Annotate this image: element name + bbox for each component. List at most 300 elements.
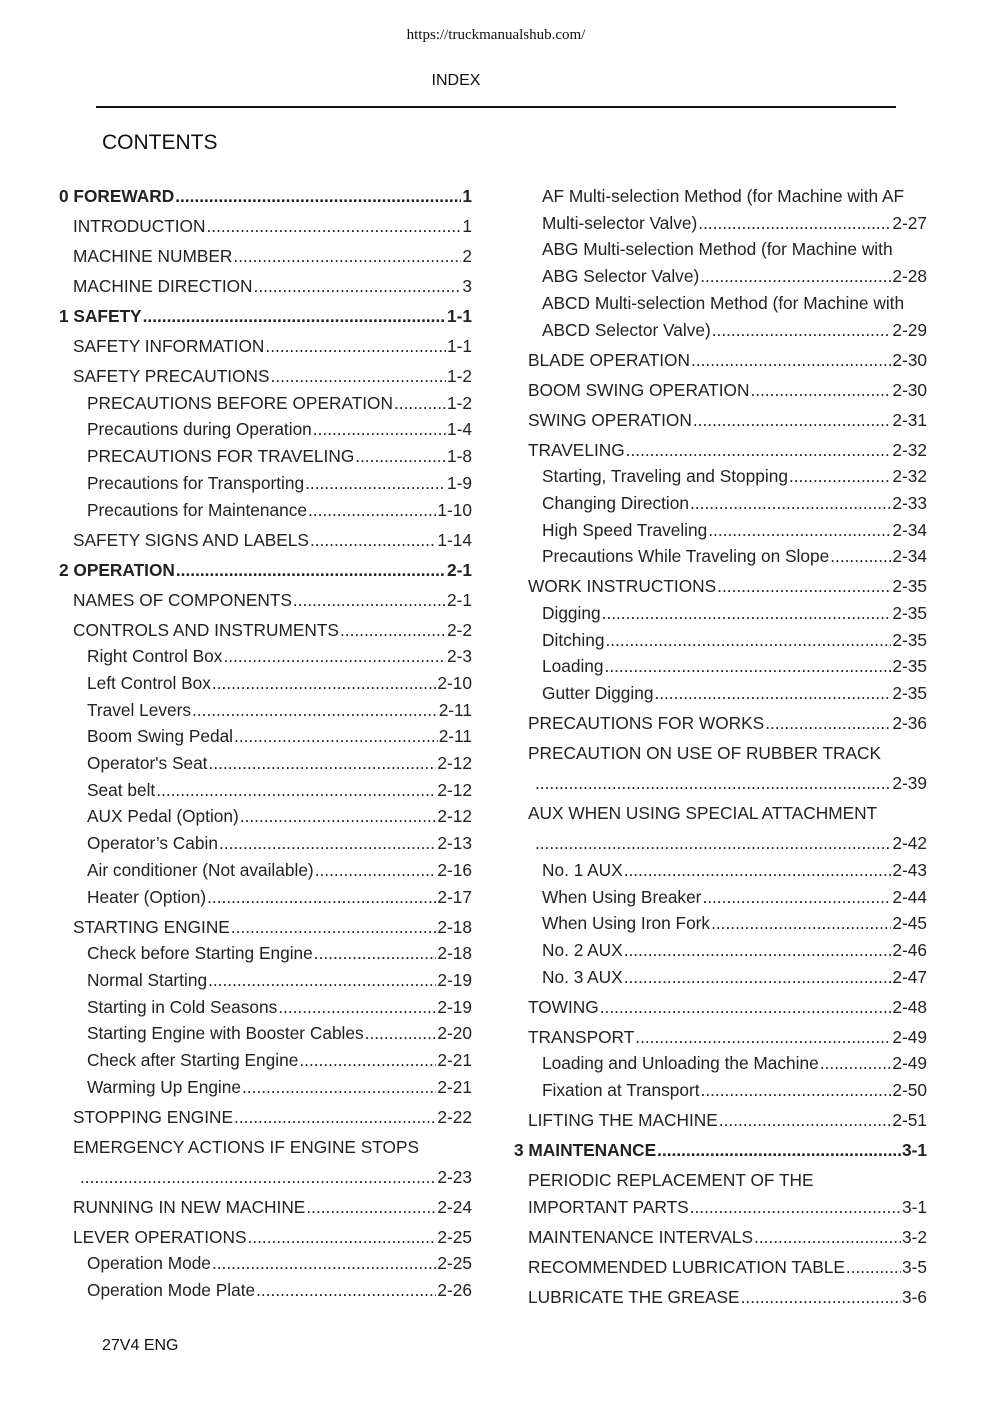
toc-entry-title: No. 1 AUX [542,859,623,880]
toc-entry-page: 2-47 [892,966,927,987]
toc-entry[interactable] [59,777,472,804]
toc-entry-title-line[interactable]: PERIODIC REPLACEMENT OF THE [528,1170,814,1191]
toc-entry-title: Fixation at Transport [542,1080,700,1101]
dot-leader [624,964,892,991]
toc-entry-title-line[interactable]: ABCD Multi-selection Method (for Machine with [542,292,905,313]
toc-entry-page: 2-23 [437,1166,472,1187]
dot-leader [830,543,891,570]
toc-entry[interactable] [59,670,472,697]
toc-entry-title: Loading and Unloading the Machine [542,1053,819,1074]
toc-entry-title: Precautions for Transporting [87,472,305,493]
toc-entry-page: 2-16 [437,859,472,880]
toc-entry[interactable] [59,443,472,470]
toc-entry-title: Starting Engine with Booster Cables [87,1023,364,1044]
toc-entry-page: 2-1 [447,559,472,580]
toc-entry-page: 1-8 [447,446,472,467]
toc-entry-page: 3-2 [902,1226,927,1247]
dot-leader [314,940,437,967]
toc-entry-page: 2-32 [892,466,927,487]
dot-leader [535,770,891,797]
toc-entry[interactable] [514,1194,927,1221]
footer-code: 27V4 ENG [102,1337,179,1354]
toc-entry-page: 2-1 [447,589,472,610]
toc-entry-page: 2-30 [892,379,927,400]
toc-entry-title: CONTROLS AND INSTRUMENTS [73,619,339,640]
toc-entry[interactable] [59,914,472,941]
toc-left-column [59,183,472,1304]
toc-entry-page: 2-35 [892,629,927,650]
dot-leader [234,723,438,750]
toc-entry[interactable] [59,1020,472,1047]
toc-entry[interactable] [59,940,472,967]
toc-entry-page: 2-39 [892,773,927,794]
toc-entry-title: No. 2 AUX [542,939,623,960]
dot-leader [206,213,461,240]
toc-entry[interactable] [514,680,927,707]
toc-right-column [514,183,927,1310]
toc-entry-page: 2-49 [892,1053,927,1074]
dot-leader [306,1194,436,1221]
toc-entry[interactable] [514,627,927,654]
dot-leader [820,1050,892,1077]
toc-entry[interactable] [59,363,472,390]
toc-entry-page: 2-35 [892,656,927,677]
toc-entry[interactable] [514,1077,927,1104]
toc-entry[interactable] [514,463,927,490]
toc-entry[interactable] [514,407,927,434]
toc-entry-title: Seat belt [87,779,156,800]
toc-entry-page: 2-29 [892,319,927,340]
toc-entry-page: 3-6 [902,1286,927,1307]
dot-leader [242,1074,436,1101]
toc-entry-page: 2-27 [892,212,927,233]
dot-leader [80,1164,436,1191]
dot-leader [600,994,892,1021]
toc-entry-page: 2-51 [892,1110,927,1131]
toc-entry[interactable] [59,617,472,644]
toc-entry-title: WORK INSTRUCTIONS [528,576,717,597]
toc-entry[interactable] [59,303,472,330]
toc-entry[interactable] [514,770,927,797]
toc-entry-title: LEVER OPERATIONS [73,1226,247,1247]
toc-entry-page: 1-2 [447,366,472,386]
toc-entry-title: ABG Selector Valve) [542,266,700,287]
dot-leader [231,914,437,941]
dot-leader [690,490,891,517]
toc-entry-page: 2-44 [892,886,927,907]
toc-entry[interactable] [514,1050,927,1077]
dot-leader [750,377,891,404]
dot-leader [175,183,461,210]
toc-entry-title: Operator’s Cabin [87,833,218,854]
toc-entry[interactable] [514,1137,927,1164]
toc-entry[interactable] [59,723,472,750]
toc-entry-title: PRECAUTIONS BEFORE OPERATION [87,392,393,413]
toc-entry[interactable] [514,653,927,680]
toc-entry[interactable] [59,470,472,497]
toc-entry-page: 1-4 [447,419,472,440]
toc-entry-page: 2-18 [437,943,472,964]
toc-entry-title: INTRODUCTION [73,216,206,236]
toc-entry[interactable] [59,416,472,443]
toc-entry-page: 2-13 [437,833,472,854]
toc-entry-page: 2-34 [892,546,927,567]
toc-entry-title: High Speed Traveling [542,519,708,540]
toc-entry-title: Precautions While Traveling on Slope [542,546,830,567]
toc-entry-title: PRECAUTIONS FOR TRAVELING [87,446,355,467]
dot-leader [256,1277,436,1304]
toc-entry-title: Right Control Box [87,646,223,667]
dot-leader [719,1107,892,1134]
dot-leader [717,573,891,600]
toc-entry-title: Precautions during Operation [87,419,312,440]
dot-leader [626,437,892,464]
toc-entry-title: SAFETY SIGNS AND LABELS [73,529,309,550]
toc-entry-title: MACHINE NUMBER [73,246,233,266]
toc-entry-page: 2-43 [892,859,927,880]
dot-leader [765,710,891,737]
toc-entry[interactable] [514,910,927,937]
toc-entry-page: 2-35 [892,576,927,597]
toc-entry-title: Precautions for Maintenance [87,499,307,520]
toc-entry-page: 2-21 [437,1076,472,1097]
toc-entry-page: 2-18 [437,916,472,937]
toc-entry-title: PRECAUTIONS FOR WORKS [528,713,765,734]
toc-entry[interactable] [59,967,472,994]
toc-entry[interactable] [514,210,927,237]
toc-entry-page: 1-10 [437,499,472,520]
dot-leader [208,967,436,994]
dot-leader [271,363,446,390]
dot-leader [846,1254,901,1281]
toc-entry[interactable] [514,263,927,290]
dot-leader [305,470,446,497]
dot-leader [602,600,892,627]
toc-entry-page: 2-26 [437,1280,472,1301]
toc-entry-page: 2-32 [892,439,927,460]
toc-entry[interactable] [59,1250,472,1277]
toc-entry[interactable] [514,317,927,344]
toc-entry[interactable] [514,437,927,464]
toc-entry-title-line[interactable]: AUX WHEN USING SPECIAL ATTACHMENT [528,803,878,824]
dot-leader [741,1284,901,1311]
toc-entry[interactable] [514,994,927,1021]
toc-entry-page: 3-1 [902,1140,927,1161]
dot-leader [209,750,437,777]
toc-entry-title: Multi-selector Valve) [542,212,698,233]
toc-entry-page: 2-49 [892,1026,927,1047]
dot-leader [605,653,892,680]
toc-entry-page: 1-9 [447,472,472,493]
toc-entry-title: Gutter Digging [542,683,654,704]
toc-entry-title: BLADE OPERATION [528,349,690,370]
dot-leader [313,416,446,443]
toc-entry[interactable] [514,543,927,570]
toc-entry-title: AUX Pedal (Option) [87,806,239,827]
toc-entry[interactable] [514,1024,927,1051]
toc-entry-title: IMPORTANT PARTS [528,1196,689,1217]
dot-leader [192,697,438,724]
toc-entry-page: 3-1 [902,1196,927,1217]
dot-leader [207,884,436,911]
toc-entry-title: Operator's Seat [87,753,208,774]
dot-leader [701,1077,892,1104]
dot-leader [624,937,892,964]
toc-entry-title: Operation Mode Plate [87,1280,256,1301]
toc-entry-page: 2-45 [892,913,927,934]
toc-entry[interactable] [59,1277,472,1304]
toc-entry-page: 1-1 [447,306,472,326]
toc-entry-title: Travel Levers [87,699,192,720]
dot-leader [654,680,891,707]
dot-leader [315,857,437,884]
toc-entry-title: NAMES OF COMPONENTS [73,589,292,610]
toc-entry-page: 2-17 [437,886,472,907]
dot-leader [143,303,446,330]
dot-leader [624,857,892,884]
toc-entry-page: 2-12 [437,753,472,774]
dot-leader [240,803,437,830]
header-rule [96,106,896,108]
dot-leader [212,670,436,697]
toc-entry[interactable] [59,1164,472,1191]
toc-entry-page: 2-20 [437,1023,472,1044]
toc-entry-title: Operation Mode [87,1253,211,1274]
toc-entry[interactable] [514,710,927,737]
toc-entry-title-line[interactable]: EMERGENCY ACTIONS IF ENGINE STOPS [73,1136,420,1157]
dot-leader [233,243,461,270]
toc-entry[interactable] [59,183,472,210]
toc-entry-page: 2-34 [892,519,927,540]
toc-entry[interactable] [514,964,927,991]
toc-entry-title: No. 3 AUX [542,966,623,987]
toc-entry[interactable] [514,1224,927,1251]
contents-heading: CONTENTS [102,131,218,154]
toc-entry-title: SWING OPERATION [528,409,692,430]
toc-entry-title: TRANSPORT [528,1026,635,1047]
dot-leader [340,617,446,644]
toc-entry-title: LIFTING THE MACHINE [528,1110,718,1131]
toc-entry[interactable] [514,1254,927,1281]
toc-entry-title: STARTING ENGINE [73,916,230,937]
toc-entry-page: 1-2 [447,392,472,413]
toc-entry[interactable] [59,830,472,857]
toc-entry[interactable] [59,857,472,884]
toc-entry-title: SAFETY PRECAUTIONS [73,366,270,386]
dot-leader [293,587,446,614]
toc-entry-page: 2-12 [437,806,472,827]
toc-entry[interactable] [59,390,472,417]
toc-entry-page: 2-30 [892,349,927,370]
toc-entry-page: 1-14 [437,529,472,550]
dot-leader [789,463,891,490]
toc-entry[interactable] [59,884,472,911]
dot-leader [176,557,446,584]
toc-entry[interactable] [514,517,927,544]
toc-entry-page: 2-24 [437,1196,472,1217]
toc-entry-title: When Using Iron Fork [542,913,711,934]
toc-entry[interactable] [514,830,927,857]
toc-entry-title: MAINTENANCE INTERVALS [528,1226,754,1247]
toc-entry[interactable] [514,600,927,627]
toc-entry[interactable] [514,573,927,600]
toc-entry-page: 2-36 [892,713,927,734]
toc-entry-page: 3 [462,276,472,296]
toc-entry[interactable] [59,527,472,554]
toc-entry-title: 3 MAINTENANCE [514,1140,657,1161]
toc-entry[interactable] [514,857,927,884]
toc-entry[interactable] [59,243,472,270]
toc-entry-title: Left Control Box [87,672,211,693]
toc-entry-page: 2-35 [892,603,927,624]
toc-entry[interactable] [514,937,927,964]
toc-entry-title: Heater (Option) [87,886,207,907]
toc-entry-page: 2-31 [892,409,927,430]
toc-entry-page: 2-19 [437,996,472,1017]
toc-entry[interactable] [59,1104,472,1131]
toc-entry-page: 2-28 [892,266,927,287]
toc-entry-title: Loading [542,656,604,677]
toc-entry-title: STOPPING ENGINE [73,1106,234,1127]
dot-leader [248,1224,437,1251]
toc-entry[interactable] [59,557,472,584]
dot-leader [355,443,446,470]
toc-entry[interactable] [59,803,472,830]
dot-leader [234,1104,436,1131]
toc-entry[interactable] [514,1284,927,1311]
toc-entry-page: 2-46 [892,939,927,960]
toc-entry-page: 1 [462,216,472,236]
toc-entry[interactable] [59,587,472,614]
toc-entry-page: 1 [462,186,472,206]
toc-entry-title: TRAVELING [528,439,625,460]
toc-entry-title: BOOM SWING OPERATION [528,379,750,400]
dot-leader [156,777,436,804]
toc-entry-title: Digging [542,603,601,624]
toc-entry[interactable] [59,994,472,1021]
toc-entry-page: 2-25 [437,1253,472,1274]
dot-leader [708,517,891,544]
toc-entry-title: Warming Up Engine [87,1076,241,1097]
toc-entry-page: 2-50 [892,1080,927,1101]
toc-entry-page: 2-11 [438,699,472,720]
dot-leader [691,347,891,374]
toc-entry[interactable] [59,643,472,670]
dot-leader [698,210,891,237]
dot-leader [254,273,462,300]
toc-entry-page: 2-25 [437,1226,472,1247]
toc-entry[interactable] [59,697,472,724]
toc-entry-page: 2-48 [892,996,927,1017]
toc-entry-title: Normal Starting [87,969,208,990]
dot-leader [299,1047,436,1074]
dot-leader [702,884,891,911]
dot-leader [700,263,891,290]
toc-entry-title: LUBRICATE THE GREASE [528,1286,740,1307]
dot-leader [394,390,446,417]
dot-leader [712,317,892,344]
toc-entry-page: 2-42 [892,833,927,854]
toc-entry[interactable] [59,273,472,300]
toc-entry-title-line[interactable]: ABG Multi-selection Method (for Machine with [542,239,893,260]
dot-leader [212,1250,436,1277]
toc-entry-page: 2-10 [437,672,472,693]
source-url: https://truckmanualshub.com/ [406,27,586,43]
dot-leader [690,1194,901,1221]
toc-entry[interactable] [514,347,927,374]
dot-leader [635,1024,891,1051]
toc-entry-title: Boom Swing Pedal [87,726,234,747]
toc-entry[interactable] [59,1074,472,1101]
toc-entry[interactable] [59,1224,472,1251]
toc-entry-title: Changing Direction [542,492,689,513]
dot-leader [605,627,891,654]
toc-entry[interactable] [59,333,472,360]
dot-leader [223,643,446,670]
toc-entry[interactable] [59,497,472,524]
toc-entry-page: 2-22 [437,1106,472,1127]
toc-entry-title: TOWING [528,996,599,1017]
toc-entry-page: 2-12 [437,779,472,800]
toc-entry-title-line[interactable]: PRECAUTION ON USE OF RUBBER TRACK [528,743,882,764]
dot-leader [278,994,436,1021]
toc-entry[interactable] [59,1194,472,1221]
toc-entry[interactable] [59,1047,472,1074]
toc-entry-title: 0 FOREWARD [59,186,175,206]
toc-entry-title: MACHINE DIRECTION [73,276,253,296]
toc-entry-page: 2-11 [438,726,472,747]
toc-entry-title-line[interactable]: AF Multi-selection Method (for Machine with AF [542,186,905,206]
toc-entry[interactable] [59,213,472,240]
toc-entry-title: Check before Starting Engine [87,943,313,964]
toc-entry[interactable] [514,1107,927,1134]
toc-entry-page: 3-5 [902,1256,927,1277]
toc-entry-title: 2 OPERATION [59,559,175,580]
toc-entry[interactable] [514,377,927,404]
toc-entry-title: When Using Breaker [542,886,702,907]
dot-leader [711,910,891,937]
dot-leader [693,407,892,434]
toc-entry[interactable] [514,884,927,911]
toc-entry-title: SAFETY INFORMATION [73,336,265,356]
toc-entry-title: RUNNING IN NEW MACHINE [73,1196,306,1217]
toc-entry-page: 2-2 [447,619,472,640]
toc-entry-title: RECOMMENDED LUBRICATION TABLE [528,1256,845,1277]
toc-entry-title: Starting in Cold Seasons [87,996,278,1017]
toc-entry-page: 2-35 [892,683,927,704]
toc-entry[interactable] [514,490,927,517]
page-header-title: INDEX [431,72,481,89]
toc-entry-title: Starting, Traveling and Stopping [542,466,788,487]
dot-leader [265,333,446,360]
toc-entry-page: 2-33 [892,492,927,513]
toc-entry-title: Check after Starting Engine [87,1050,299,1071]
toc-entry-title: Ditching [542,629,605,650]
dot-leader [754,1224,901,1251]
toc-entry-title: Air conditioner (Not available) [87,859,314,880]
dot-leader [310,527,436,554]
toc-entry-page: 2 [462,246,472,266]
dot-leader [657,1137,901,1164]
dot-leader [219,830,436,857]
toc-entry-title: ABCD Selector Valve) [542,319,711,340]
toc-entry-page: 2-21 [437,1050,472,1071]
toc-entry-page: 1-1 [447,336,472,356]
toc-entry[interactable] [59,750,472,777]
toc-entry-page: 2-3 [447,646,472,667]
dot-leader [308,497,436,524]
dot-leader [365,1020,437,1047]
